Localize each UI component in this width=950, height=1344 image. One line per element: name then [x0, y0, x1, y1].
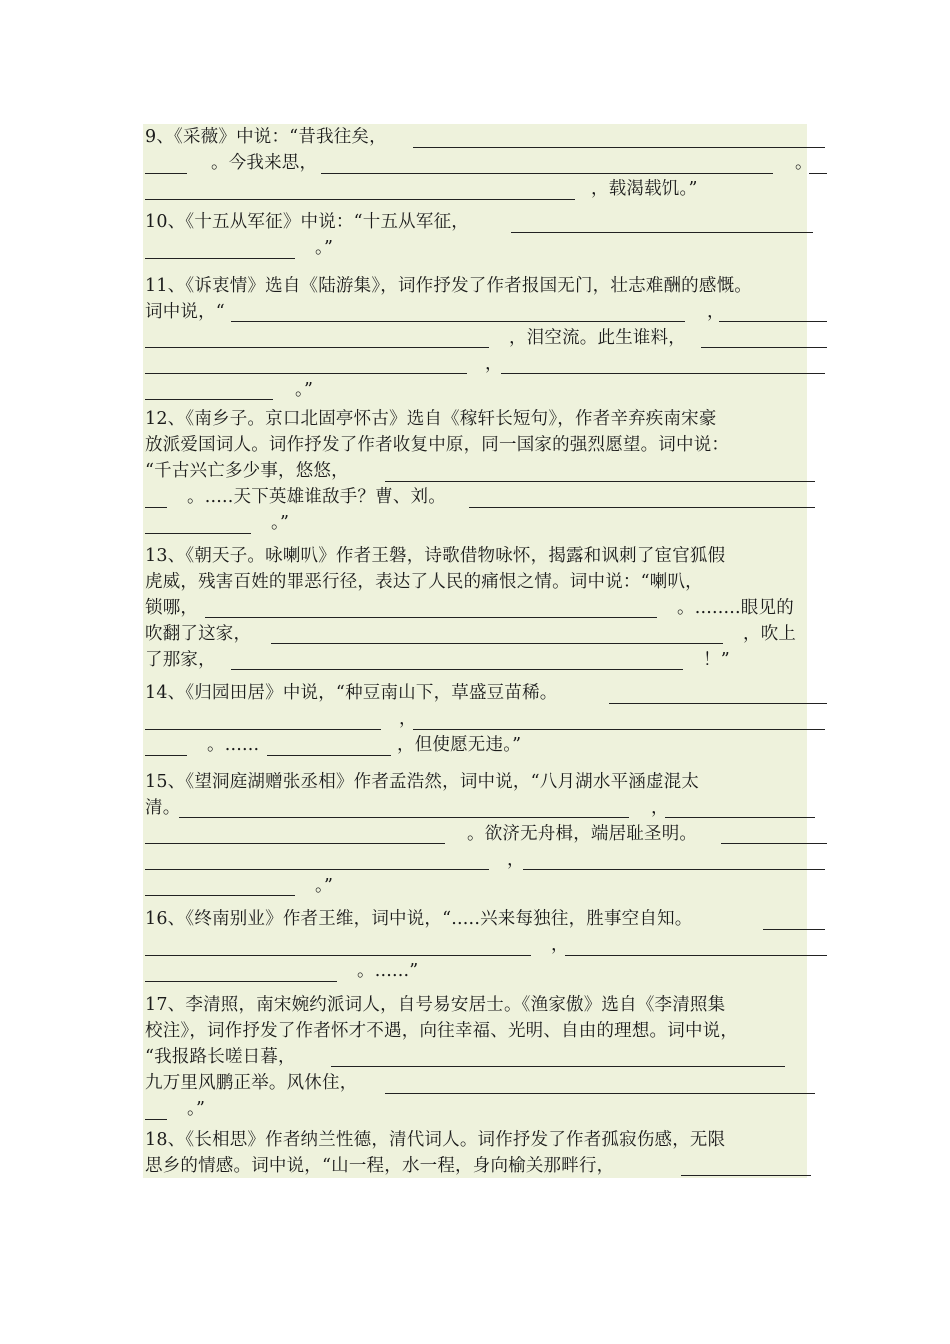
- question-13-line-2: 虎威，残害百姓的罪恶行径，表达了人民的痛恨之情。词中说：“喇叭，: [145, 572, 703, 592]
- answer-blank[interactable]: [145, 843, 445, 844]
- answer-blank[interactable]: [809, 173, 827, 174]
- answer-blank[interactable]: [413, 147, 825, 148]
- answer-blank[interactable]: [145, 507, 167, 508]
- question-16-line-3: 。......”: [357, 961, 419, 981]
- answer-blank[interactable]: [145, 399, 273, 400]
- question-11-line-2: 词中说，“: [145, 302, 225, 322]
- question-13-line-4: 。........眼见的: [677, 598, 794, 618]
- question-12-line-3: “千古兴亡多少事，悠悠，: [145, 461, 349, 481]
- answer-blank[interactable]: [145, 955, 531, 956]
- answer-blank[interactable]: [145, 1119, 167, 1120]
- answer-blank[interactable]: [385, 1093, 815, 1094]
- answer-blank[interactable]: [145, 729, 381, 730]
- answer-blank[interactable]: [145, 173, 187, 174]
- question-16-line-2: ，: [551, 935, 569, 955]
- question-9-line-1: 9、《采薇》中说：“昔我往矣，: [145, 127, 387, 147]
- answer-blank[interactable]: [145, 347, 489, 348]
- question-17-line-5: 。”: [187, 1099, 206, 1119]
- answer-blank[interactable]: [523, 869, 825, 870]
- punct: ，: [707, 302, 725, 322]
- question-10-line-1: 10、《十五从军征》中说：“十五从军征，: [145, 212, 469, 232]
- answer-blank[interactable]: [145, 533, 251, 534]
- question-10-line-2: 。”: [315, 238, 334, 258]
- question-9-line-3: ，载渴载饥。”: [591, 179, 698, 199]
- question-15-line-5: ，: [507, 850, 525, 870]
- answer-blank[interactable]: [609, 703, 827, 704]
- question-14-line-1: 14、《归园田居》中说，“种豆南山下，草盛豆苗稀。: [145, 683, 558, 703]
- answer-blank[interactable]: [145, 199, 575, 200]
- answer-blank[interactable]: [501, 373, 825, 374]
- question-17-line-4: 九万里风鹏正举。风休住，: [145, 1073, 358, 1093]
- question-17-line-1: 17、李清照，南宋婉约派词人，自号易安居士。《渔家傲》选自《李清照集: [145, 995, 726, 1015]
- answer-blank[interactable]: [145, 755, 187, 756]
- answer-blank[interactable]: [721, 843, 827, 844]
- question-15-line-1: 15、《望洞庭湖赠张丞相》作者孟浩然，词中说，“八月湖水平涵虚混太: [145, 772, 700, 792]
- answer-blank[interactable]: [701, 347, 827, 348]
- question-16-line-1: 16、《终南别业》作者王维，词中说，“.....兴来每独往，胜事空自知。: [145, 909, 693, 929]
- question-11-line-5: 。”: [295, 380, 314, 400]
- question-12-line-5: 。”: [271, 513, 290, 533]
- question-14-line-3: 。......: [207, 735, 260, 755]
- answer-blank[interactable]: [331, 1066, 785, 1067]
- answer-blank[interactable]: [385, 481, 815, 482]
- question-18-line-2: 思乡的情感。词中说，“山一程，水一程，身向榆关那畔行，: [145, 1156, 615, 1176]
- answer-blank[interactable]: [231, 321, 685, 322]
- answer-blank[interactable]: [413, 729, 825, 730]
- answer-blank[interactable]: [145, 869, 489, 870]
- answer-blank[interactable]: [145, 258, 295, 259]
- punct: 。: [795, 153, 813, 173]
- question-15-line-6: 。”: [315, 876, 334, 896]
- question-15-line-4: 。欲济无舟楫，端居耻圣明。: [467, 824, 698, 844]
- answer-blank[interactable]: [145, 895, 295, 896]
- question-15-line-2: 清。: [145, 798, 181, 818]
- question-18-line-1: 18、《长相思》作者纳兰性德，清代词人。词作抒发了作者孤寂伤感，无限: [145, 1130, 726, 1150]
- question-13-line-7: 了那家，: [145, 650, 216, 670]
- question-12-line-1: 12、《南乡子。京口北固亭怀古》选自《稼轩长短句》，作者辛弃疾南宋豪: [145, 409, 717, 429]
- question-13-line-3: 锁哪，: [145, 598, 199, 618]
- question-13-line-8: ！”: [703, 650, 730, 670]
- answer-blank[interactable]: [565, 955, 827, 956]
- answer-blank[interactable]: [267, 755, 391, 756]
- answer-blank[interactable]: [179, 817, 629, 818]
- question-14-line-4: ，但使愿无违。”: [397, 735, 522, 755]
- question-15-line-3: ，: [651, 798, 669, 818]
- answer-blank[interactable]: [469, 507, 815, 508]
- answer-blank[interactable]: [719, 321, 827, 322]
- answer-blank[interactable]: [681, 1175, 811, 1176]
- question-12-line-2: 放派爱国词人。词作抒发了作者收复中原，同一国家的强烈愿望。词中说：: [145, 435, 730, 455]
- answer-blank[interactable]: [665, 817, 815, 818]
- question-11-line-3: ，泪空流。此生谁料，: [509, 328, 686, 348]
- answer-blank[interactable]: [763, 929, 825, 930]
- answer-blank[interactable]: [145, 373, 467, 374]
- answer-blank[interactable]: [511, 232, 813, 233]
- answer-blank[interactable]: [271, 643, 723, 644]
- question-14-line-2: ，: [399, 709, 417, 729]
- answer-blank[interactable]: [205, 617, 657, 618]
- question-13-line-6: ，吹上: [743, 624, 797, 644]
- question-11-line-4: ，: [485, 354, 503, 374]
- question-12-line-4: 。.....天下英雄谁敌手？曹、刘。: [187, 487, 446, 507]
- answer-blank[interactable]: [145, 981, 337, 982]
- question-13-line-1: 13、《朝天子。咏喇叭》作者王磐，诗歌借物咏怀，揭露和讽刺了宦官狐假: [145, 546, 726, 566]
- question-11-line-1: 11、《诉衷情》选自《陆游集》，词作抒发了作者报国无门，壮志难酬的感慨。: [145, 276, 752, 296]
- question-13-line-5: 吹翻了这家，: [145, 624, 252, 644]
- answer-blank[interactable]: [321, 173, 773, 174]
- question-9-line-2: 。今我来思，: [211, 153, 318, 173]
- answer-blank[interactable]: [231, 669, 683, 670]
- question-17-line-3: “我报路长嗟日暮，: [145, 1047, 296, 1067]
- question-17-line-2: 校注》，词作抒发了作者怀才不遇，向往幸福、光明、自由的理想。词中说，: [145, 1021, 739, 1041]
